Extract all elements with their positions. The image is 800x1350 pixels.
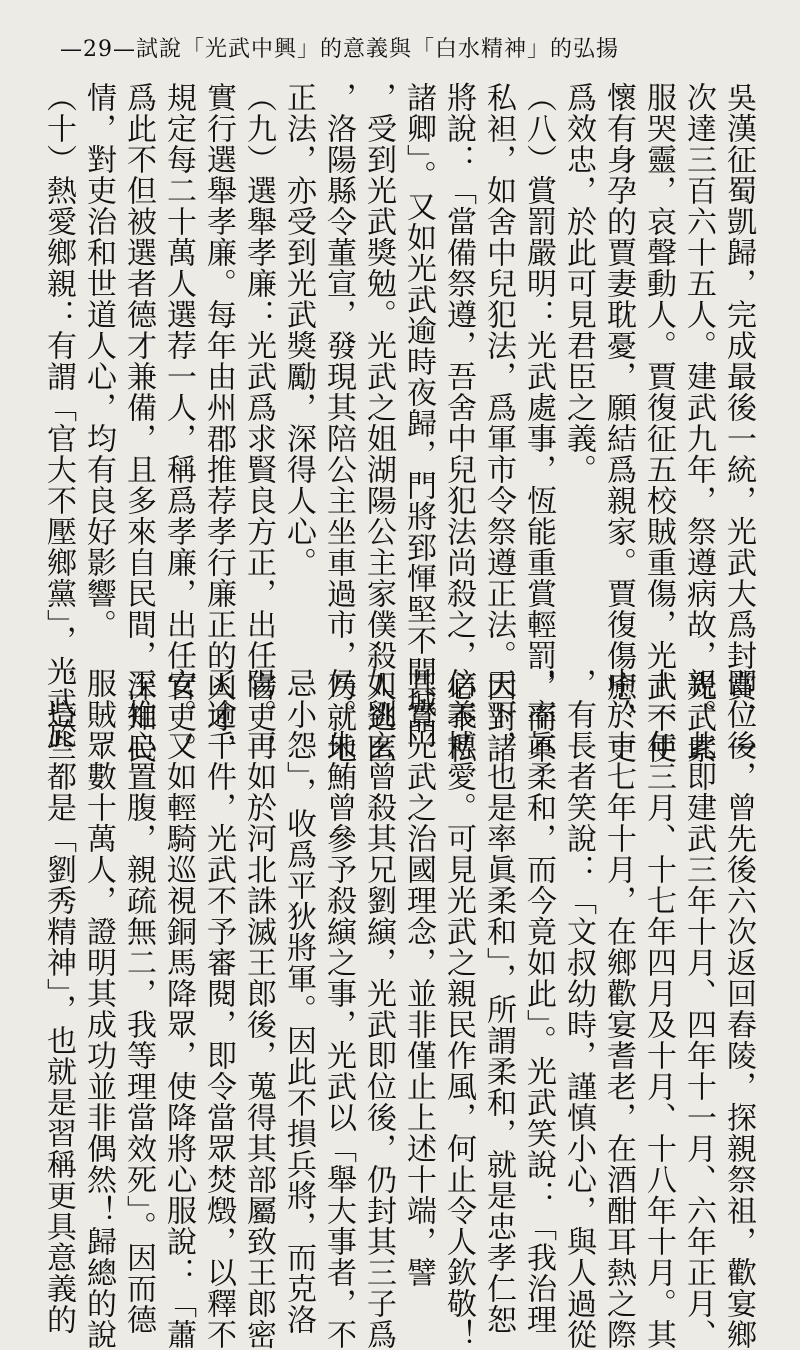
text-column: ，率眞柔和，而今竟如此」。光武笑說：「我治理 (521, 668, 556, 1335)
text-column: 王推心置腹，親疏無二，我等理當效死」。因而德 (121, 668, 156, 1335)
text-column: （九）選舉孝廉：光武爲求賢良方正，出任官吏， (241, 82, 276, 764)
text-column: 實行選舉孝廉。每年由州郡推荐孝行廉正的人才， (201, 82, 236, 764)
text-column: 侯。朱鮪曾參予殺縯之事，光武以「舉大事者，不 (321, 668, 356, 1350)
text-column: 次達三百六十五人。建武九年，祭遵病故，光武素 (681, 82, 716, 764)
text-column: 正法，亦受到光武獎勵，深得人心。 (281, 82, 316, 578)
text-column: 中於十七年十月，在鄉歡宴耆老，在酒酣耳熱之際 (601, 668, 636, 1350)
text-column: 其實光武之治國理念，並非僅止上述十端，譬 (401, 668, 436, 1288)
running-header: —29—試說「光武中興」的意義與「白水精神」的弘揚 (60, 37, 619, 62)
text-block-lower (38, 668, 758, 1350)
text-column: 情，對吏治和世道人心，均有良好影響。 (81, 82, 116, 640)
text-column: 吳漢征蜀凱歸，完成最後一統，光武大爲封賞，一 (721, 82, 756, 764)
text-column: 天下，也是率眞柔和」，所謂柔和，就是忠孝仁恕 (481, 668, 516, 1335)
text-column: 私袒，如舍中兒犯法，爲軍市令祭遵正法。因對諸 (481, 82, 516, 764)
text-column: 信義博愛。可見光武之親民作風，何止令人欽敬！ (441, 668, 476, 1350)
text-column: 安。又如輕騎巡視銅馬降眾，使降將心服說：「蕭 (161, 668, 196, 1350)
text-column: 規定每二十萬人選荐一人，稱爲孝廉，出任官吏。 (161, 82, 196, 764)
text-column: 親。此即建武三年十月、四年十一月、六年正月、 (681, 668, 716, 1350)
text-column: （十）熱愛鄉親：有謂「官大不壓鄉黨」，光武於 (41, 82, 76, 749)
text-column: 懷有身孕的賈妻耽憂，願結爲親家。賈復傷癒，更 (601, 82, 636, 764)
text-column: ，洛陽縣令董宣，發現其陪公主坐車過市，乃就地 (321, 82, 356, 764)
text-column: ，這些都是「劉秀精神」，也就是習稱更具意義的 (41, 668, 76, 1335)
text-column: 即位後，曾先後六次返回舂陵，探親祭祖，歡宴鄉 (721, 668, 756, 1350)
text-column: 如劉玄曾殺其兄劉縯，光武即位後，仍封其三子爲 (361, 668, 396, 1350)
text-column: （八）賞罰嚴明：光武處事，恆能重賞輕罰，而不 (521, 82, 556, 764)
text-column: 諸卿」。又如光武逾時夜歸，門將郅惲堅不開城門 (401, 82, 436, 749)
text-column: 陽。再如於河北誅滅王郎後，蒐得其部屬致王郎密 (241, 668, 276, 1350)
text-column: 服哭靈，哀聲動人。賈復征五校賊重傷，光武不使 (641, 82, 676, 764)
text-column: 將說：「當備祭遵，吾舍中兒犯法尚殺之，必不私 (441, 82, 476, 764)
text-block-upper (38, 82, 758, 764)
text-column: 服賊眾數十萬人，證明其成功並非偶然！歸總的說 (81, 668, 116, 1350)
text-column: ，有長者笑說：「文叔幼時，謹慎小心，與人過從 (561, 668, 596, 1350)
text-column: 爲效忠，於此可見君臣之義。 (561, 82, 596, 485)
text-column: 函逾千件，光武不予審閱，即令當眾焚燬，以釋不 (201, 668, 236, 1350)
text-column: 忌小怨」，收爲平狄將軍。因此不損兵將，而克洛 (281, 668, 316, 1335)
text-column: 爲此不但被選者德才兼備，且多來自民間，深知民 (121, 82, 156, 764)
text-column: ，受到光武獎勉。光武之姐湖陽公主家僕殺人逃匿 (361, 82, 396, 764)
text-column: 十一年三月、十七年四月及十月、十八年十月。其 (641, 668, 676, 1350)
